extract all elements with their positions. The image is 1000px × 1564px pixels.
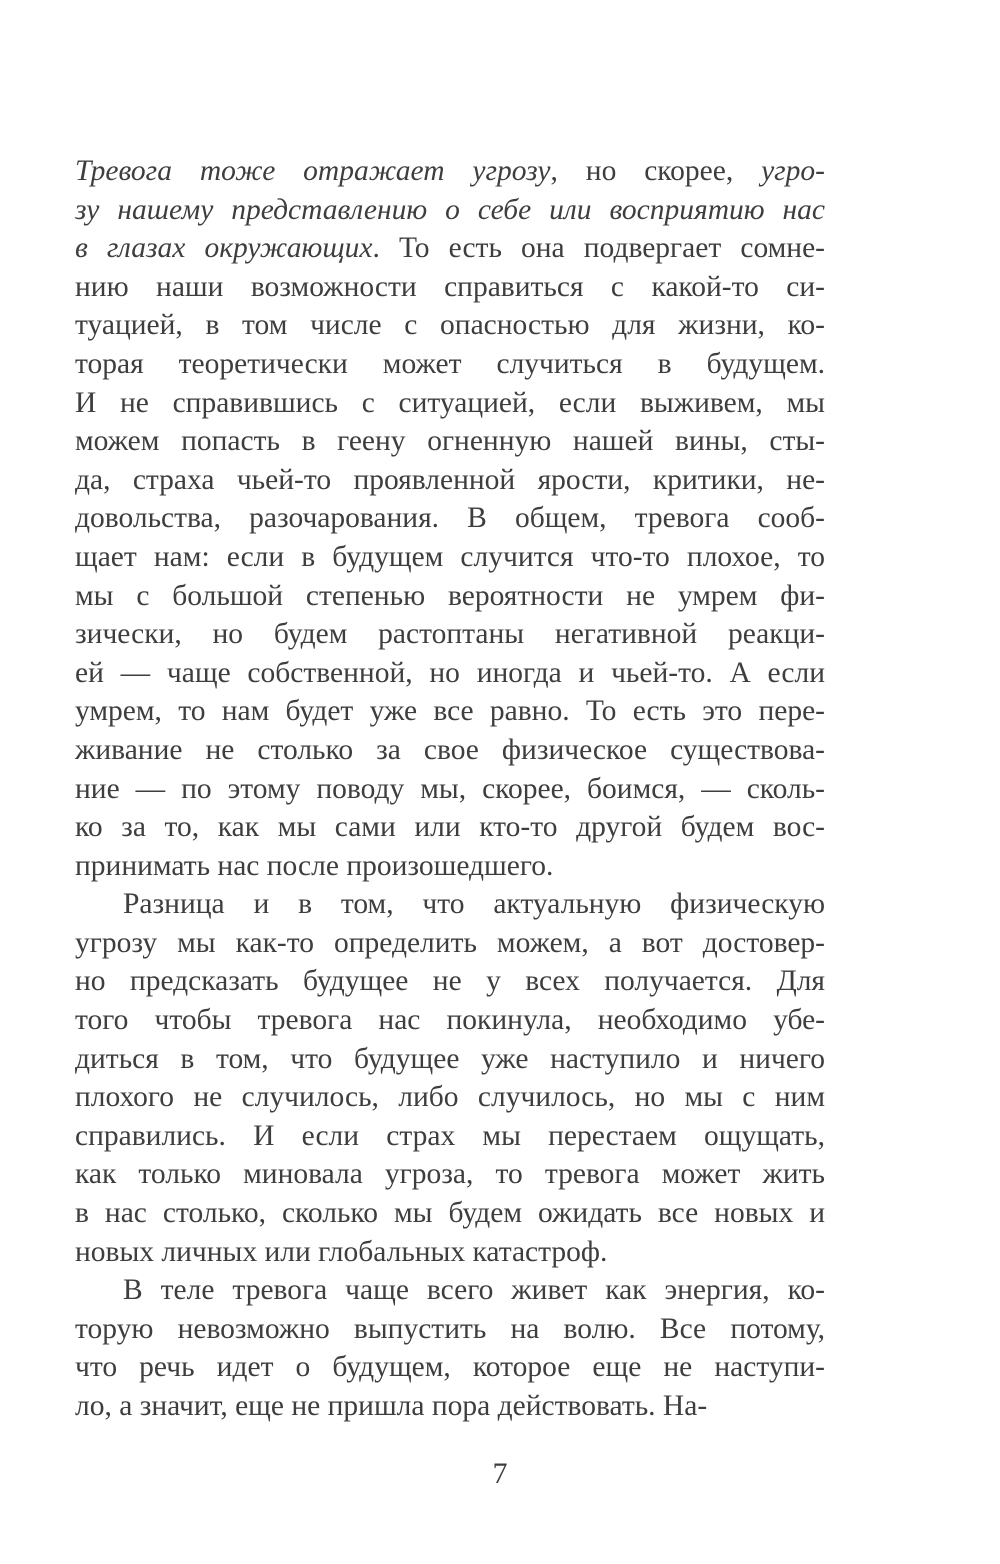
text-line	[75, 577, 825, 616]
text-line	[75, 962, 825, 1001]
text-line	[75, 808, 825, 847]
text-line	[75, 384, 825, 423]
text-segment: принимать нас после произошедшего.	[75, 849, 554, 882]
text-line	[75, 191, 825, 230]
text-line	[75, 615, 825, 654]
text-segment: справились. И если страх мы перестаем ощущать,	[75, 1119, 825, 1152]
text-line	[75, 770, 825, 809]
text-line	[75, 1078, 825, 1117]
text-line	[75, 885, 825, 924]
page-number: 7	[492, 1457, 508, 1490]
text-line	[75, 1233, 825, 1272]
text-line	[75, 731, 825, 770]
paragraph	[75, 1271, 825, 1425]
text-segment: туацией, в том числе с опасностью для жизни, ко-	[75, 309, 825, 342]
text-line	[75, 1117, 825, 1156]
body-text	[75, 152, 825, 1426]
text-line	[75, 1194, 825, 1233]
text-line	[75, 422, 825, 461]
text-segment: что речь идет о будущем, которое еще не наступи-	[75, 1351, 825, 1384]
text-line	[75, 1348, 825, 1387]
text-segment: щает нам: если в будущем случится что-то плохое, то	[75, 540, 825, 573]
text-line	[75, 152, 825, 191]
text-segment: ей — чаще собственной, но иногда и чьей-то. А если	[75, 656, 825, 689]
text-segment: плохого не случилось, либо случилось, но мы с ним	[75, 1081, 825, 1114]
text-line	[75, 229, 825, 268]
text-line	[75, 306, 825, 345]
text-segment: да, страха чьей-то проявленной ярости, критики, не-	[75, 463, 825, 496]
text-line	[75, 499, 825, 538]
text-segment: зически, но будем растоптаны негативной реакци-	[75, 618, 825, 651]
text-line	[75, 1155, 825, 1194]
text-line	[75, 461, 825, 500]
text-segment: диться в том, что будущее уже наступило и ничего	[75, 1042, 825, 1075]
text-line	[75, 538, 825, 577]
text-line	[75, 1040, 825, 1079]
text-segment: ло, а значит, еще не пришла пора действовать. На-	[75, 1390, 708, 1422]
text-line	[75, 847, 825, 886]
text-segment: ко за то, как мы сами или кто-то другой будем вос-	[75, 811, 825, 844]
text-line	[75, 345, 825, 384]
italic-segment: в глазах окружающих	[75, 232, 373, 265]
text-segment: в нас столько, сколько мы будем ожидать все новых и	[75, 1197, 825, 1230]
text-segment: ние — по этому поводу мы, скорее, боимся, — сколь-	[75, 772, 825, 805]
paragraph	[75, 885, 825, 1271]
italic-segment: зу нашему представлению о себе или восприятию нас	[75, 193, 825, 226]
text-segment: как только миновала угроза, то тревога может жить	[75, 1158, 825, 1191]
text-segment: угрозу мы как-то определить можем, а вот достовер-	[75, 926, 825, 959]
text-segment: того чтобы тревога нас покинула, необходимо убе-	[75, 1004, 825, 1037]
text-segment: новых личных или глобальных катастроф.	[75, 1235, 608, 1268]
text-segment: нию наши возможности справиться с какой-то си-	[75, 270, 825, 303]
text-line	[75, 1310, 825, 1349]
text-segment: умрем, то нам будет уже все равно. То есть это пере-	[75, 695, 825, 728]
text-line	[75, 1387, 825, 1426]
text-segment: И не справившись с ситуацией, если выживем, мы	[75, 386, 825, 419]
paragraph	[75, 152, 825, 885]
text-segment: , но скорее,	[550, 155, 762, 187]
text-segment: Разница и в том, что актуальную физическую	[123, 888, 825, 921]
text-segment: . То есть она подвергает сомне-	[372, 232, 826, 265]
text-line	[75, 1001, 825, 1040]
italic-segment: угро-	[761, 155, 826, 187]
text-line	[75, 654, 825, 693]
text-segment: В теле тревога чаще всего живет как энергия, ко-	[123, 1274, 825, 1307]
text-line	[75, 268, 825, 307]
text-segment: мы с большой степенью вероятности не умрем фи-	[75, 579, 825, 612]
text-segment: живание не столько за свое физическое существова-	[75, 733, 825, 766]
text-segment: можем попасть в геену огненную нашей вины, сты-	[75, 425, 825, 458]
text-segment: довольства, разочарования. В общем, тревога сооб-	[75, 502, 825, 535]
italic-segment: Тревога тоже отражает угрозу	[75, 155, 551, 187]
text-segment: но предсказать будущее не у всех получается. Для	[75, 965, 825, 998]
text-segment: торую невозможно выпустить на волю. Все потому,	[75, 1312, 825, 1345]
text-segment: торая теоретически может случиться в будущем.	[75, 347, 825, 380]
text-line	[75, 692, 825, 731]
text-line	[75, 924, 825, 963]
text-line	[75, 1271, 825, 1310]
